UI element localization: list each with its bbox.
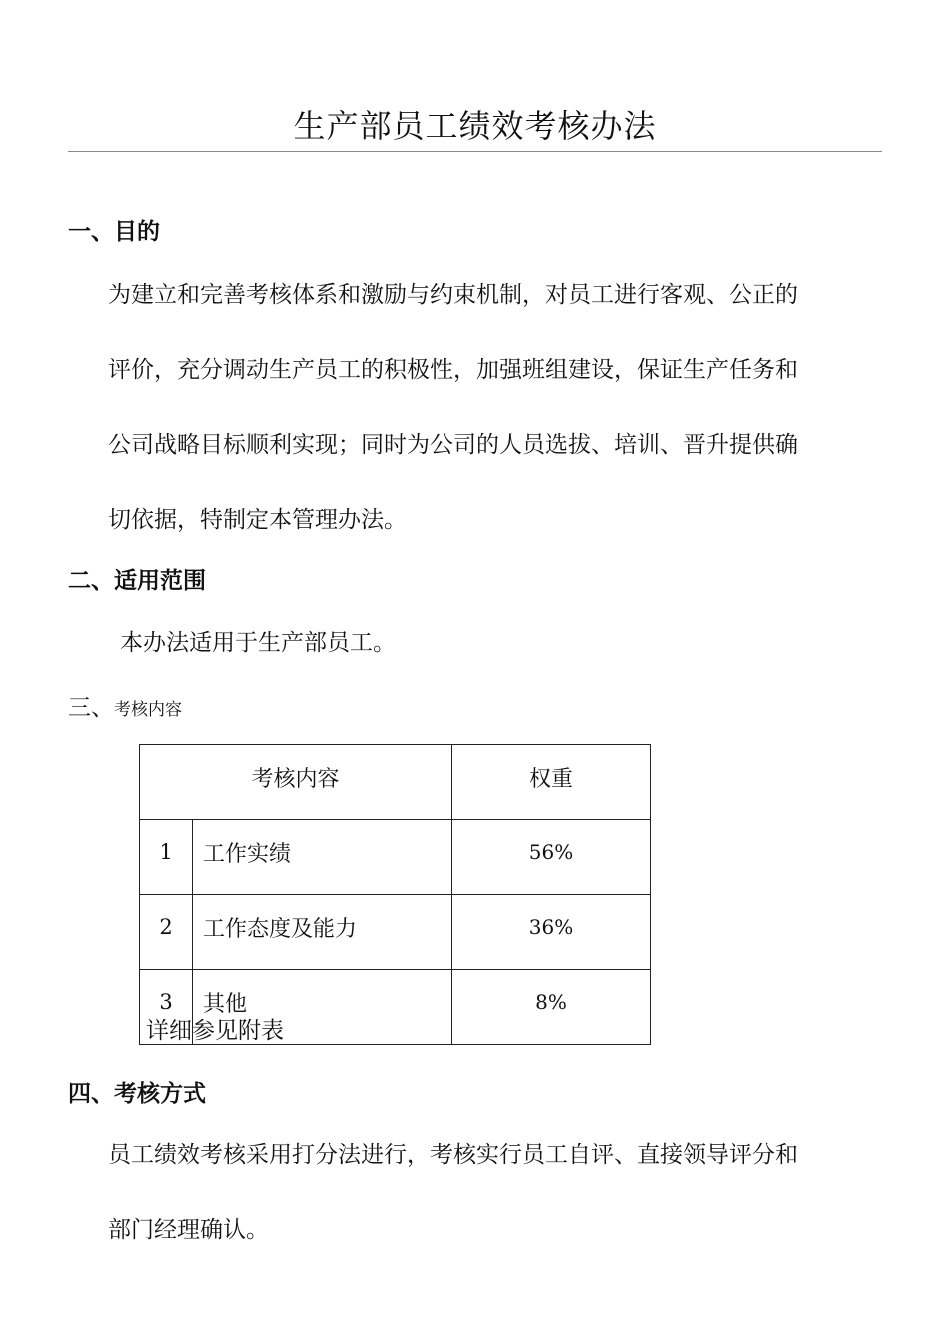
paragraph-line: 部门经理确认。 (108, 1217, 269, 1243)
row-number: 3 (140, 970, 193, 1045)
paragraph-line: 为建立和完善考核体系和激励与约束机制，对员工进行客观、公正的 (108, 282, 798, 308)
assessment-table (139, 744, 651, 1045)
row-weight: 8% (452, 970, 651, 1045)
table-row (140, 895, 651, 970)
table-header-weight: 权重 (452, 745, 651, 820)
section-heading-prefix: 三、 (68, 695, 114, 721)
row-weight: 36% (452, 895, 651, 970)
paragraph-line: 员工绩效考核采用打分法进行，考核实行员工自评、直接领导评分和 (108, 1142, 798, 1168)
title-divider (68, 151, 882, 152)
row-number: 1 (140, 820, 193, 895)
page-title: 生产部员工绩效考核办法 (293, 107, 657, 145)
row-number: 2 (140, 895, 193, 970)
row-weight: 56% (452, 820, 651, 895)
table-note: 详细参见附表 (146, 1018, 284, 1044)
row-item: 工作态度及能力 (193, 895, 452, 970)
table-header-item: 考核内容 (140, 745, 452, 820)
section-heading-scope: 二、适用范围 (68, 568, 206, 594)
section-heading-purpose: 一、目的 (68, 219, 160, 245)
section-heading-content (68, 693, 182, 725)
section-body-purpose (108, 258, 878, 558)
paragraph-line: 公司战略目标顺利实现；同时为公司的人员选拔、培训、晋升提供确 (108, 432, 798, 458)
paragraph-line: 切依据，特制定本管理办法。 (108, 507, 407, 533)
section-body-method (108, 1118, 878, 1268)
row-item: 其他 (193, 970, 452, 1045)
table-header-row (140, 745, 651, 820)
table-row (140, 820, 651, 895)
section-heading-label: 考核内容 (114, 700, 182, 720)
paragraph-line: 评价，充分调动生产员工的积极性，加强班组建设，保证生产任务和 (108, 357, 798, 383)
row-item: 工作实绩 (193, 820, 452, 895)
section-heading-method: 四、考核方式 (68, 1081, 206, 1107)
section-body-scope: 本办法适用于生产部员工。 (120, 630, 396, 656)
